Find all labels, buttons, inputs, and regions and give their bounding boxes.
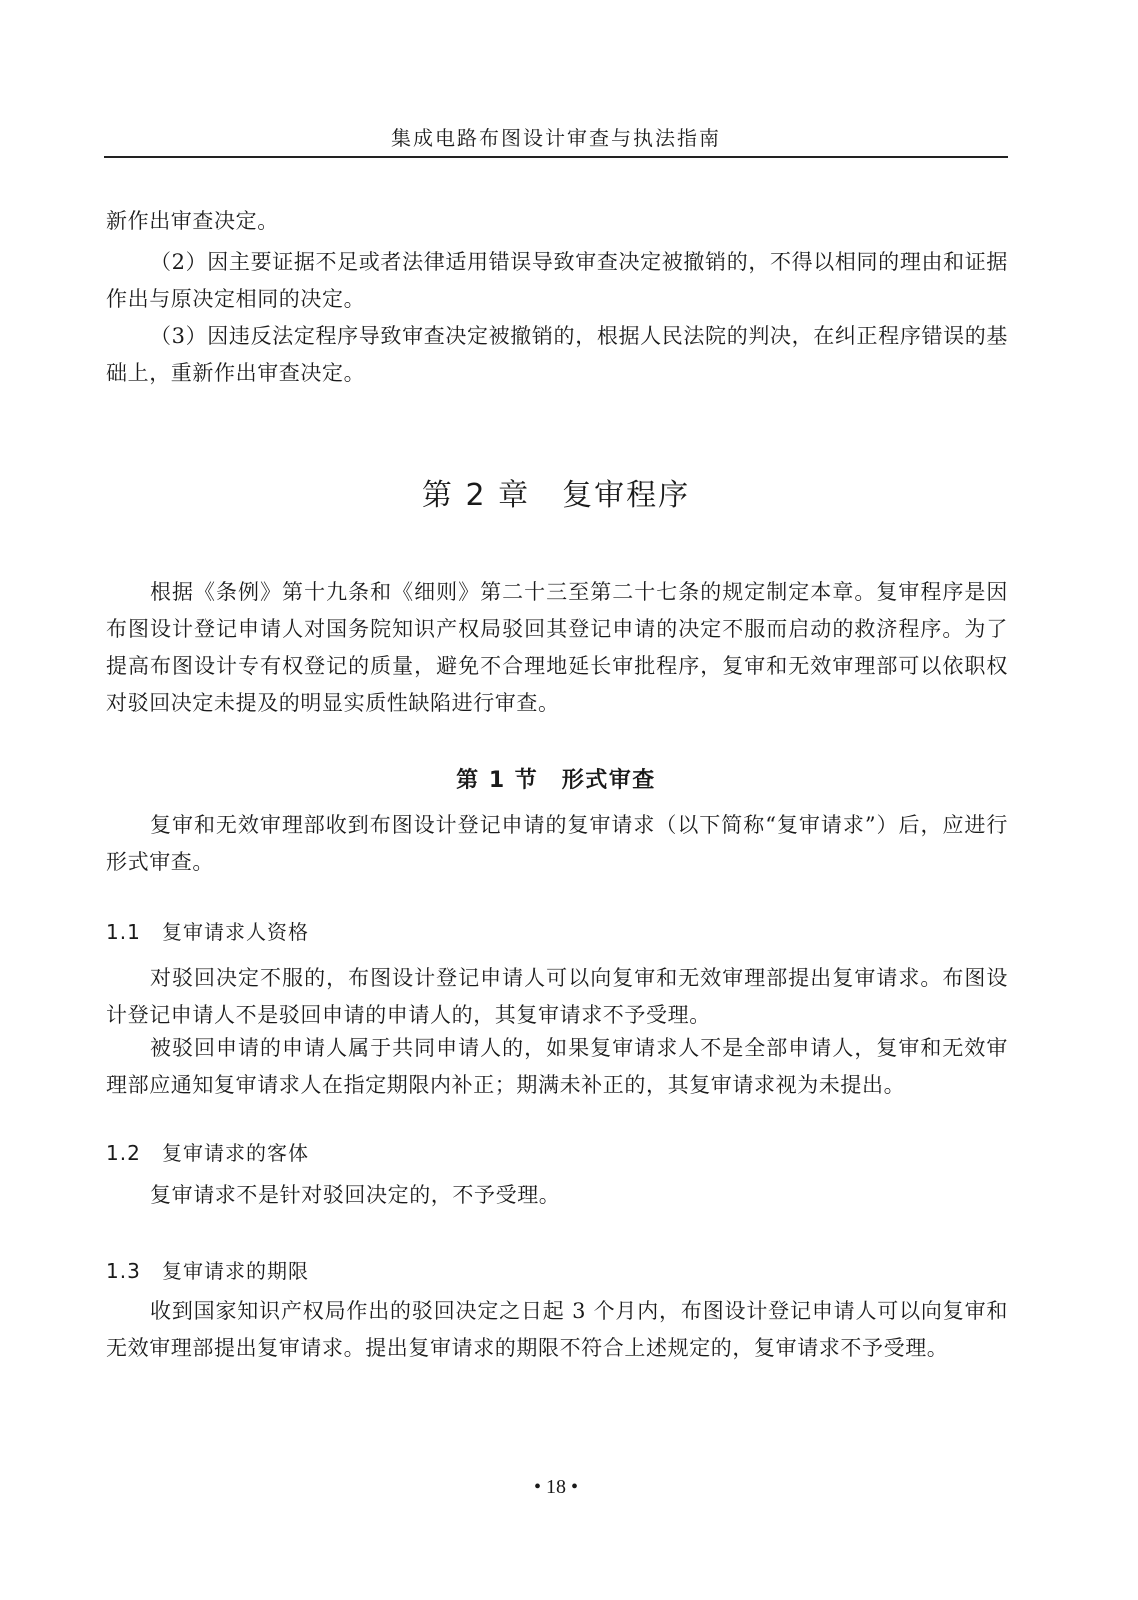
subsection-number: 1.1: [106, 920, 141, 944]
subsection-1-3-paragraph-1: 收到国家知识产权局作出的驳回决定之日起 3 个月内，布图设计登记申请人可以向复审和无效审理部提出复审请求。提出复审请求的期限不符合上述规定的，复审请求不予受理。: [106, 1299, 1008, 1360]
subsection-heading-1-3: [106, 1255, 309, 1284]
subsection-1-1-paragraph-2: 被驳回申请的申请人属于共同申请人的，如果复审请求人不是全部申请人，复审和无效审理部应通知复审请求人在指定期限内补正；期满未补正的，其复审请求视为未提出。: [106, 1036, 1008, 1097]
running-header: 集成电路布图设计审查与执法指南: [391, 126, 721, 150]
subsection-1-1-paragraph-1: 对驳回决定不服的，布图设计登记申请人可以向复审和无效审理部提出复审请求。布图设计登记申请人不是驳回申请的申请人的，其复审请求不予受理。: [106, 966, 1008, 1027]
subsection-title: 复审请求的客体: [162, 1141, 309, 1165]
subsection-heading-1-2: [106, 1137, 309, 1166]
subsection-number: 1.3: [106, 1259, 141, 1283]
paragraph-item-3: （3）因违反法定程序导致审查决定被撤销的，根据人民法院的判决，在纠正程序错误的基础上，重新作出审查决定。: [106, 324, 1008, 385]
subsection-title: 复审请求的期限: [162, 1259, 309, 1283]
page-number: • 18 •: [533, 1476, 578, 1498]
subsection-number: 1.2: [106, 1141, 141, 1165]
section-title: 第 1 节 形式审查: [456, 768, 656, 793]
chapter-intro-paragraph: 根据《条例》第十九条和《细则》第二十三至第二十七条的规定制定本章。复审程序是因布图设计登记申请人对国务院知识产权局驳回其登记申请的决定不服而启动的救济程序。为了提高布图设计专有权登记的质量，避免不合理地延长审批程序，复审和无效审理部可以依职权对驳回决定未提及的明显实质性缺陷进行审查。: [106, 580, 1008, 715]
subsection-1-2-paragraph-1: 复审请求不是针对驳回决定的，不予受理。: [150, 1183, 561, 1207]
section-intro-paragraph: 复审和无效审理部收到布图设计登记申请的复审请求（以下简称“复审请求”）后，应进行形式审查。: [106, 813, 1008, 874]
paragraph-continuation: 新作出审查决定。: [106, 209, 279, 233]
paragraph-item-2: （2）因主要证据不足或者法律适用错误导致审查决定被撤销的，不得以相同的理由和证据作出与原决定相同的决定。: [106, 250, 1008, 311]
subsection-title: 复审请求人资格: [162, 920, 309, 944]
chapter-title: 第 2 章 复审程序: [421, 478, 691, 513]
subsection-heading-1-1: [106, 916, 309, 945]
header-rule: [104, 156, 1008, 158]
